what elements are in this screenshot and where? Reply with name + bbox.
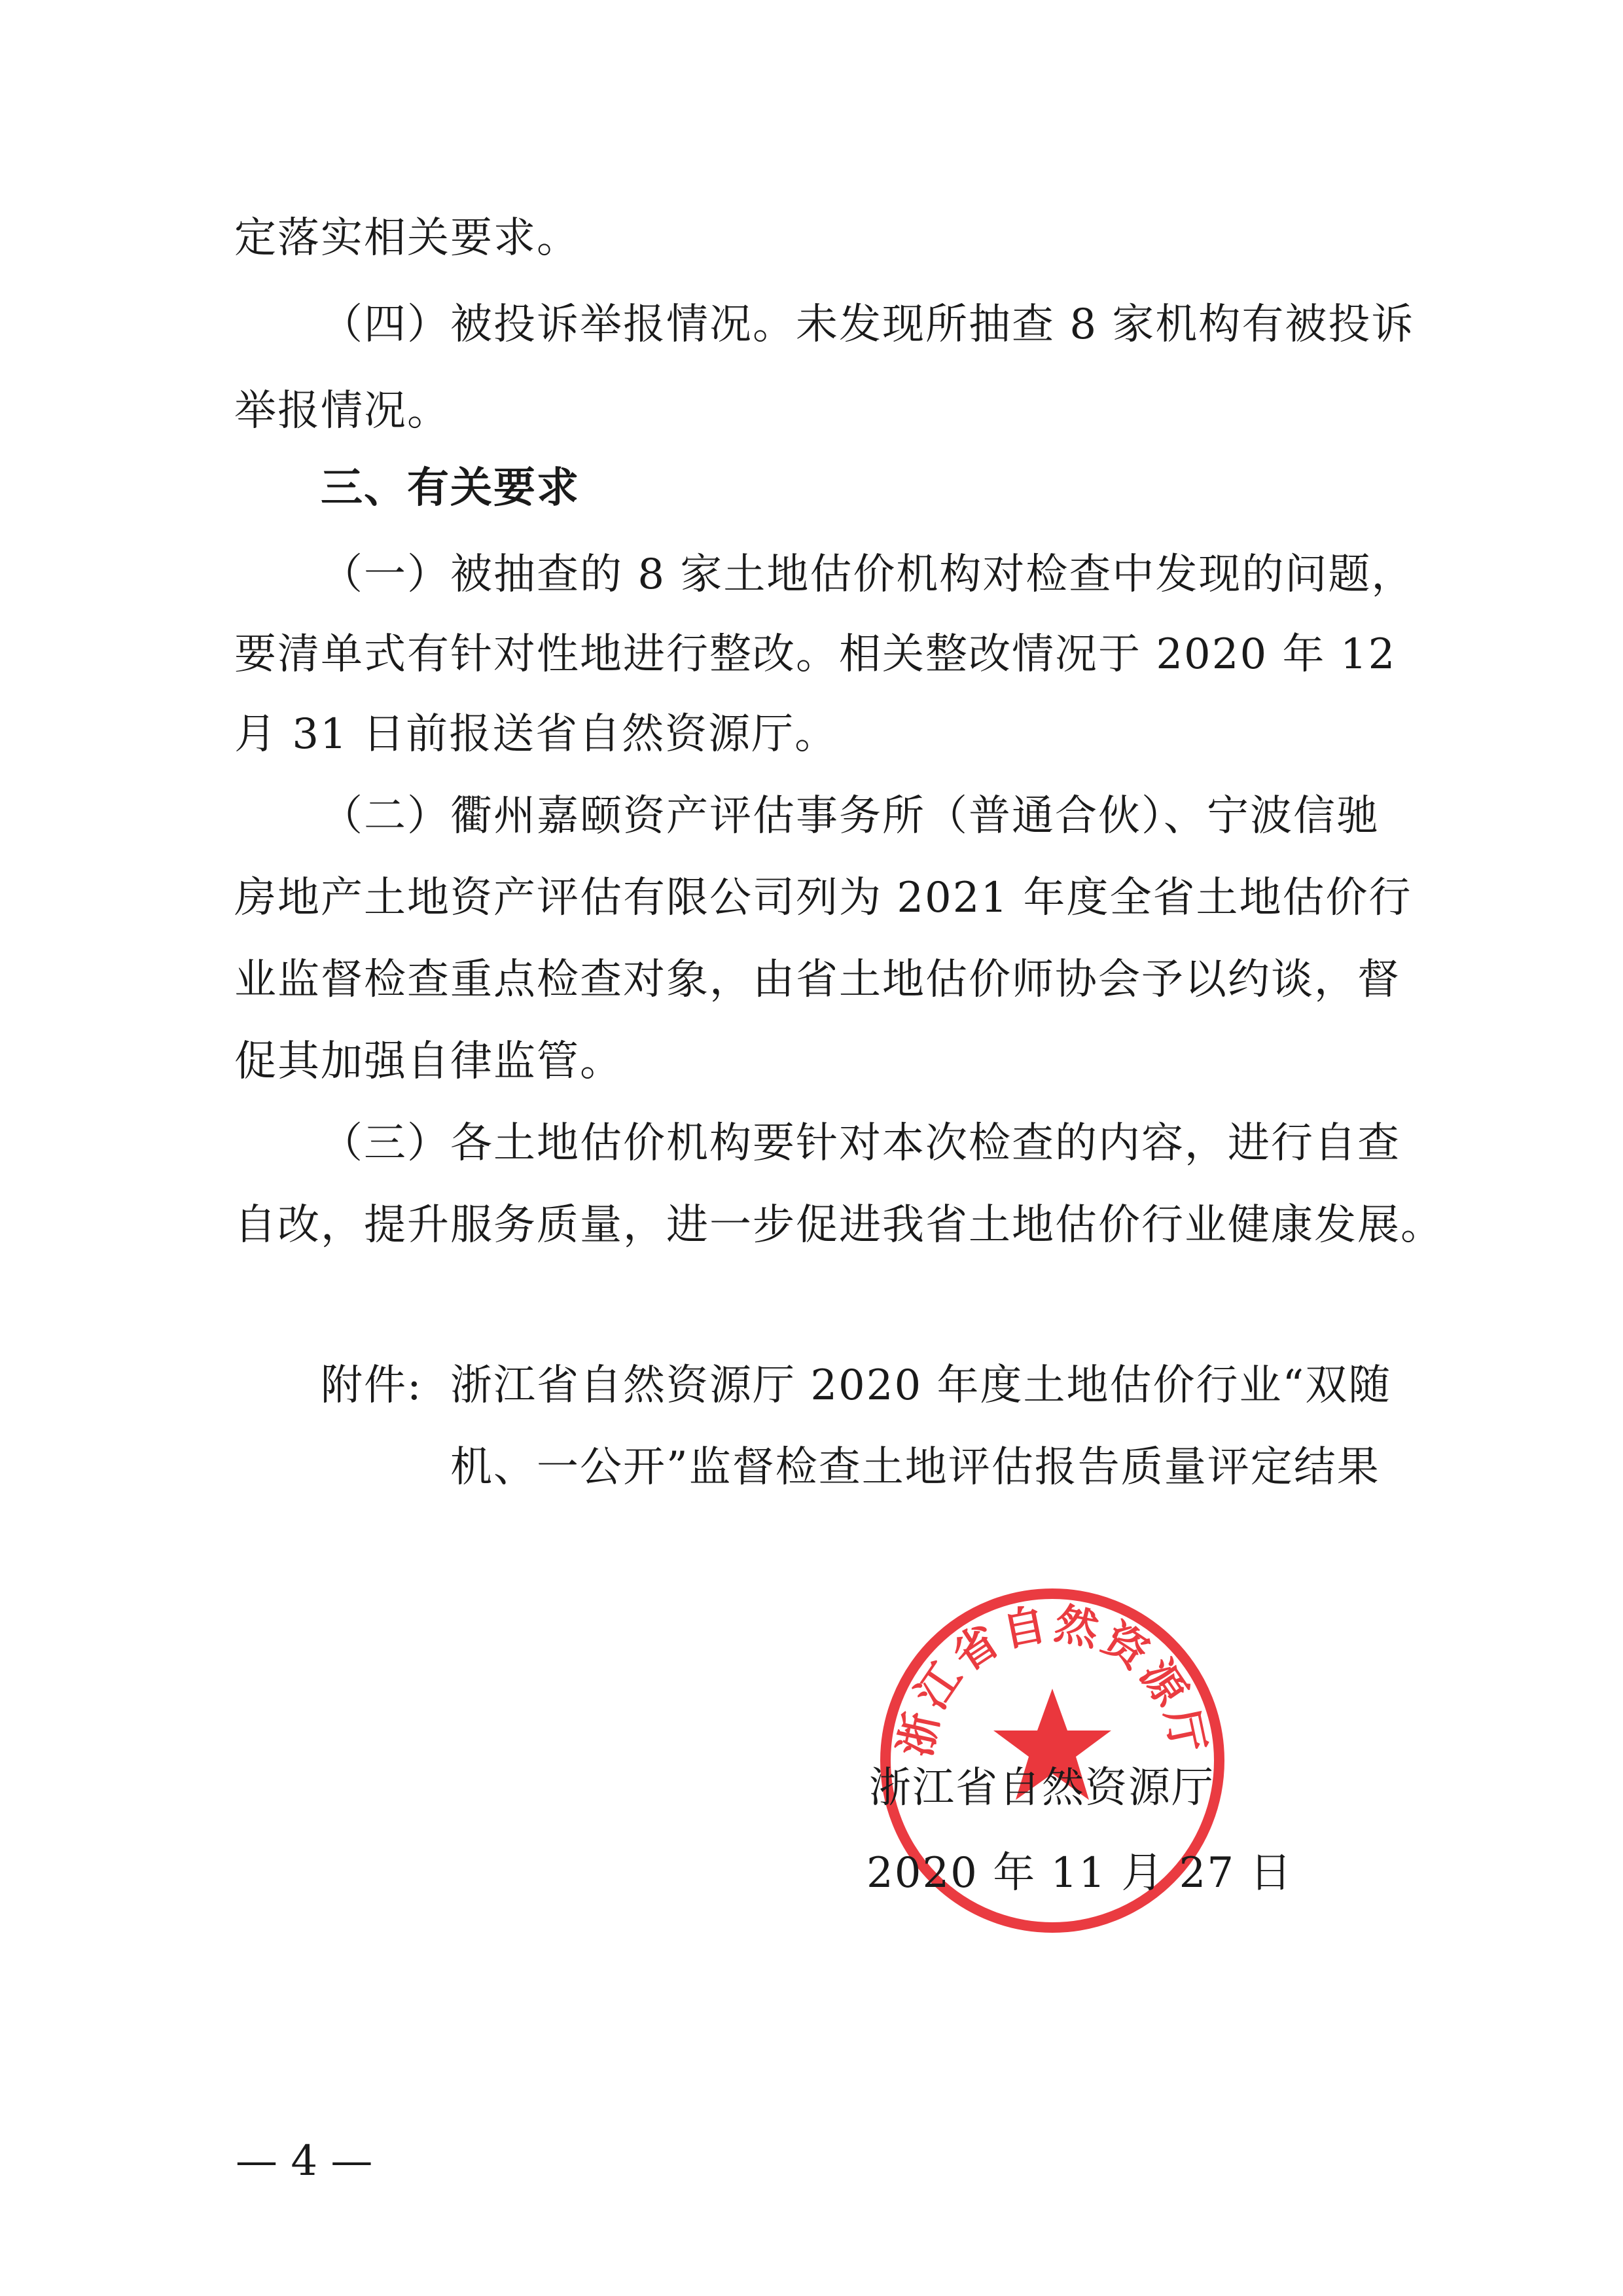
body-line: （一）被抽查的 8 家土地估价机构对检查中发现的问题，	[321, 550, 1415, 599]
body-line: 定落实相关要求。	[234, 214, 580, 262]
attachment-label: 附件:	[321, 1361, 423, 1410]
body-line: 自改，提升服务质量，进一步促进我省土地估价行业健康发展。	[234, 1201, 1444, 1249]
body-line: 月 31 日前报送省自然资源厅。	[234, 710, 838, 759]
issue-date: 2020 年 11 月 27 日	[866, 1849, 1293, 1897]
attachment-title-line2: 机、一公开”监督检查土地评估报告质量评定结果	[450, 1443, 1380, 1492]
attachment-title-line1: 浙江省自然资源厅 2020 年度土地估价行业“双随	[450, 1361, 1392, 1410]
body-line: （二）衢州嘉颐资产评估事务所（普通合伙）、宁波信驰	[321, 792, 1380, 840]
section-heading: 三、有关要求	[321, 464, 580, 512]
body-line: 房地产土地资产评估有限公司列为 2021 年度全省土地估价行	[234, 874, 1412, 922]
body-line: 业监督检查重点检查对象，由省土地估价师协会予以约谈，督	[234, 956, 1400, 1004]
body-line: （四）被投诉举报情况。未发现所抽查 8 家机构有被投诉	[321, 300, 1415, 349]
seal-text: 浙江省自然资源厅	[889, 1598, 1215, 1761]
body-line: （三）各土地估价机构要针对本次检查的内容，进行自查	[321, 1119, 1400, 1168]
body-line: 促其加强自律监管。	[234, 1037, 623, 1086]
body-line: 要清单式有针对性地进行整改。相关整改情况于 2020 年 12	[234, 630, 1397, 679]
page-number: — 4 —	[236, 2137, 373, 2185]
issuer-name: 浙江省自然资源厅	[869, 1764, 1215, 1812]
body-line: 举报情况。	[234, 387, 450, 435]
